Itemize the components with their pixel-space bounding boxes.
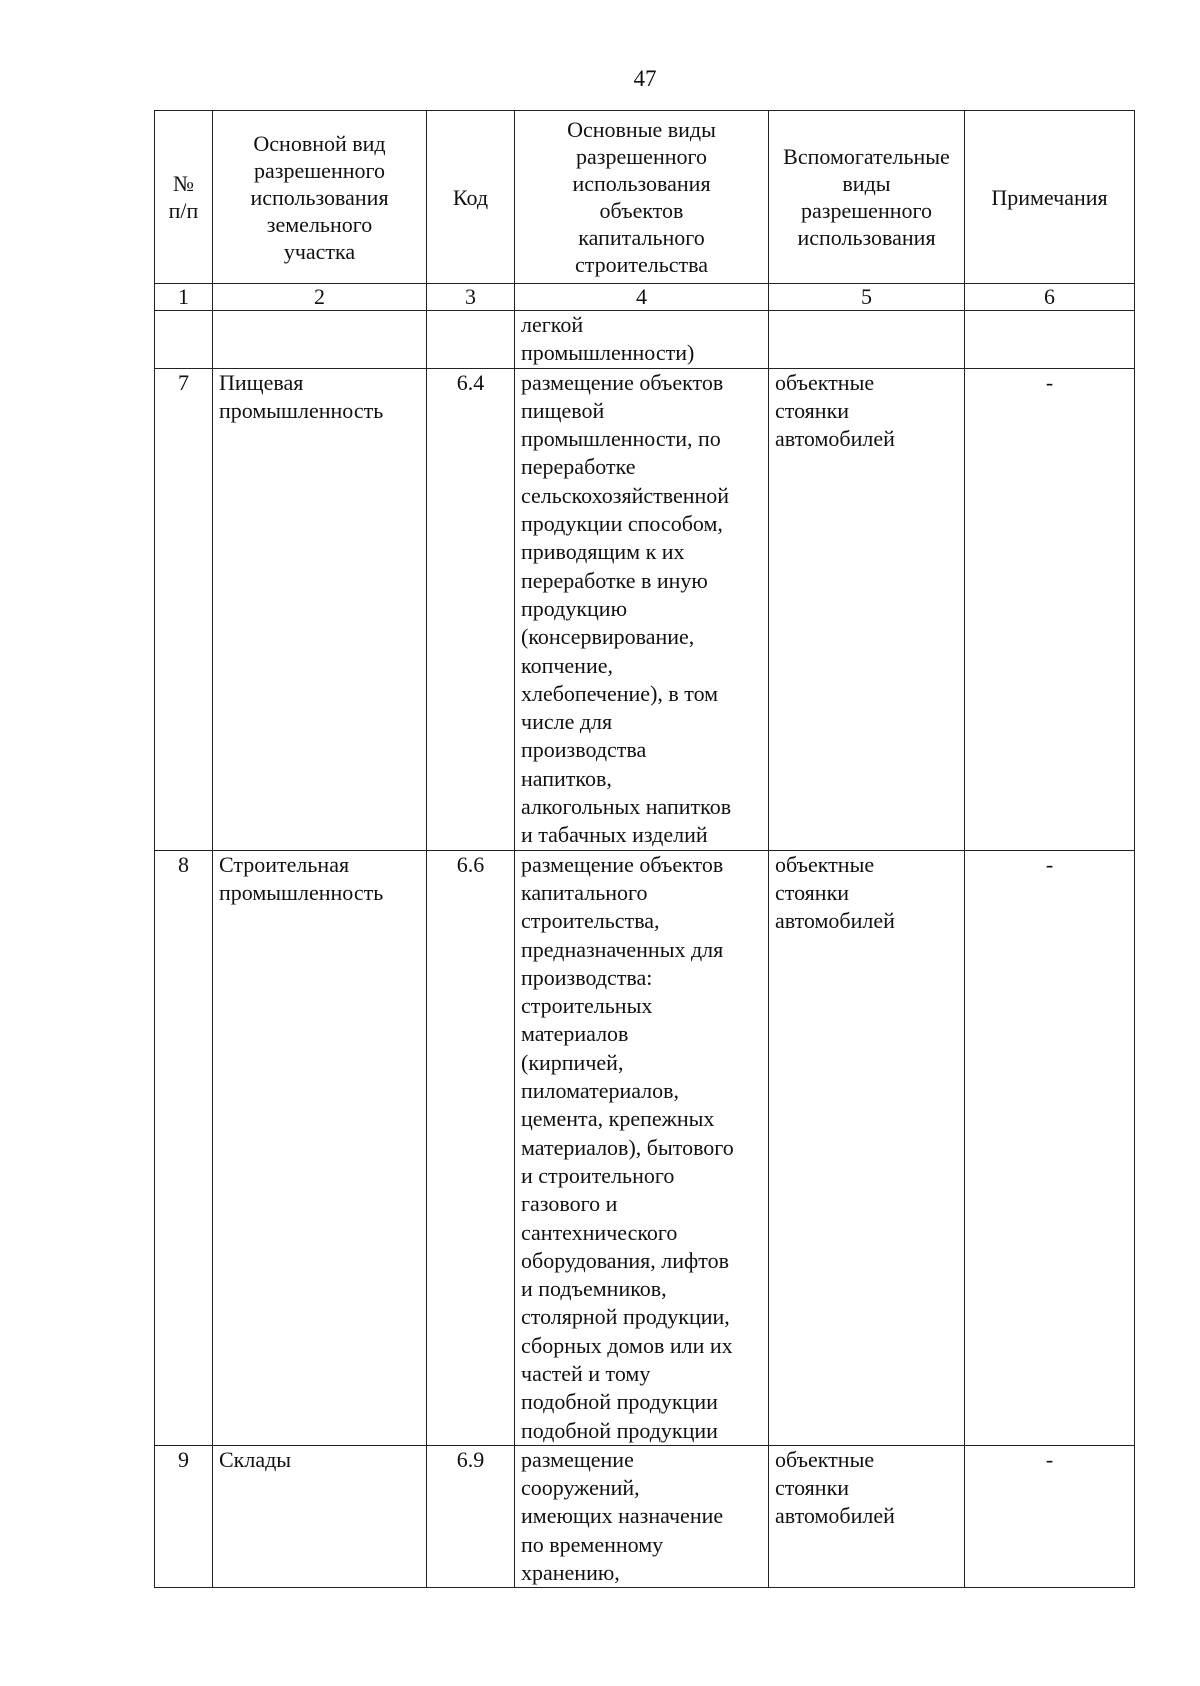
header-auxiliary-use: Вспомогательные виды разрешенного использования (769, 111, 965, 284)
table-row-continuation (155, 311, 1135, 369)
row-number (155, 311, 213, 369)
auxiliary-use-cell: объектные стоянки автомобилей (769, 368, 965, 850)
capital-use-cell: размещение объектов пищевой промышленности, по переработке сельскохозяйственной продукции способом, приводящим к их переработке в иную продукцию (консервирование, копчение, хлебопечение), в том числе для производства напитков, алкогольных напитков и табачных изделий (515, 368, 769, 850)
row-number: 8 (155, 850, 213, 1445)
auxiliary-use-cell: объектные стоянки автомобилей (769, 1445, 965, 1587)
capital-use-cell: размещение объектов капитального строительства, предназначенных для производства: строительных материалов (кирпичей, пиломатериалов, цемента, крепежных материалов), бытового и строительного газового и сантехнического оборудования, лифтов и подъемников, столярной продукции, сборных домов или их частей и тому подобной продукции подобной продукции (515, 850, 769, 1445)
auxiliary-use-cell (769, 311, 965, 369)
row-number: 9 (155, 1445, 213, 1587)
note-cell: - (965, 850, 1135, 1445)
note-cell (965, 311, 1135, 369)
column-number: 5 (769, 284, 965, 311)
note-cell: - (965, 1445, 1135, 1587)
table-row (155, 850, 1135, 1445)
header-code: Код (427, 111, 515, 284)
table-header-row (155, 111, 1135, 284)
column-number: 2 (213, 284, 427, 311)
code-cell: 6.6 (427, 850, 515, 1445)
main-use-cell: Пищевая промышленность (213, 368, 427, 850)
note-cell: - (965, 368, 1135, 850)
code-cell (427, 311, 515, 369)
table-row (155, 1445, 1135, 1587)
column-number-row (155, 284, 1135, 311)
column-number: 6 (965, 284, 1135, 311)
main-use-cell: Склады (213, 1445, 427, 1587)
table-row (155, 368, 1135, 850)
header-capital-use: Основные виды разрешенного использования объектов капитального строительства (515, 111, 769, 284)
code-cell: 6.9 (427, 1445, 515, 1587)
header-notes: Примечания (965, 111, 1135, 284)
capital-use-cell: размещение сооружений, имеющих назначение по временному хранению, (515, 1445, 769, 1587)
header-number: № п/п (155, 111, 213, 284)
land-use-table (154, 110, 1135, 1588)
header-main-use: Основной вид разрешенного использования земельного участка (213, 111, 427, 284)
capital-use-cell: легкой промышленности) (515, 311, 769, 369)
column-number: 1 (155, 284, 213, 311)
main-use-cell (213, 311, 427, 369)
auxiliary-use-cell: объектные стоянки автомобилей (769, 850, 965, 1445)
row-number: 7 (155, 368, 213, 850)
main-use-cell: Строительная промышленность (213, 850, 427, 1445)
column-number: 3 (427, 284, 515, 311)
column-number: 4 (515, 284, 769, 311)
code-cell: 6.4 (427, 368, 515, 850)
page-number: 47 (633, 66, 657, 91)
